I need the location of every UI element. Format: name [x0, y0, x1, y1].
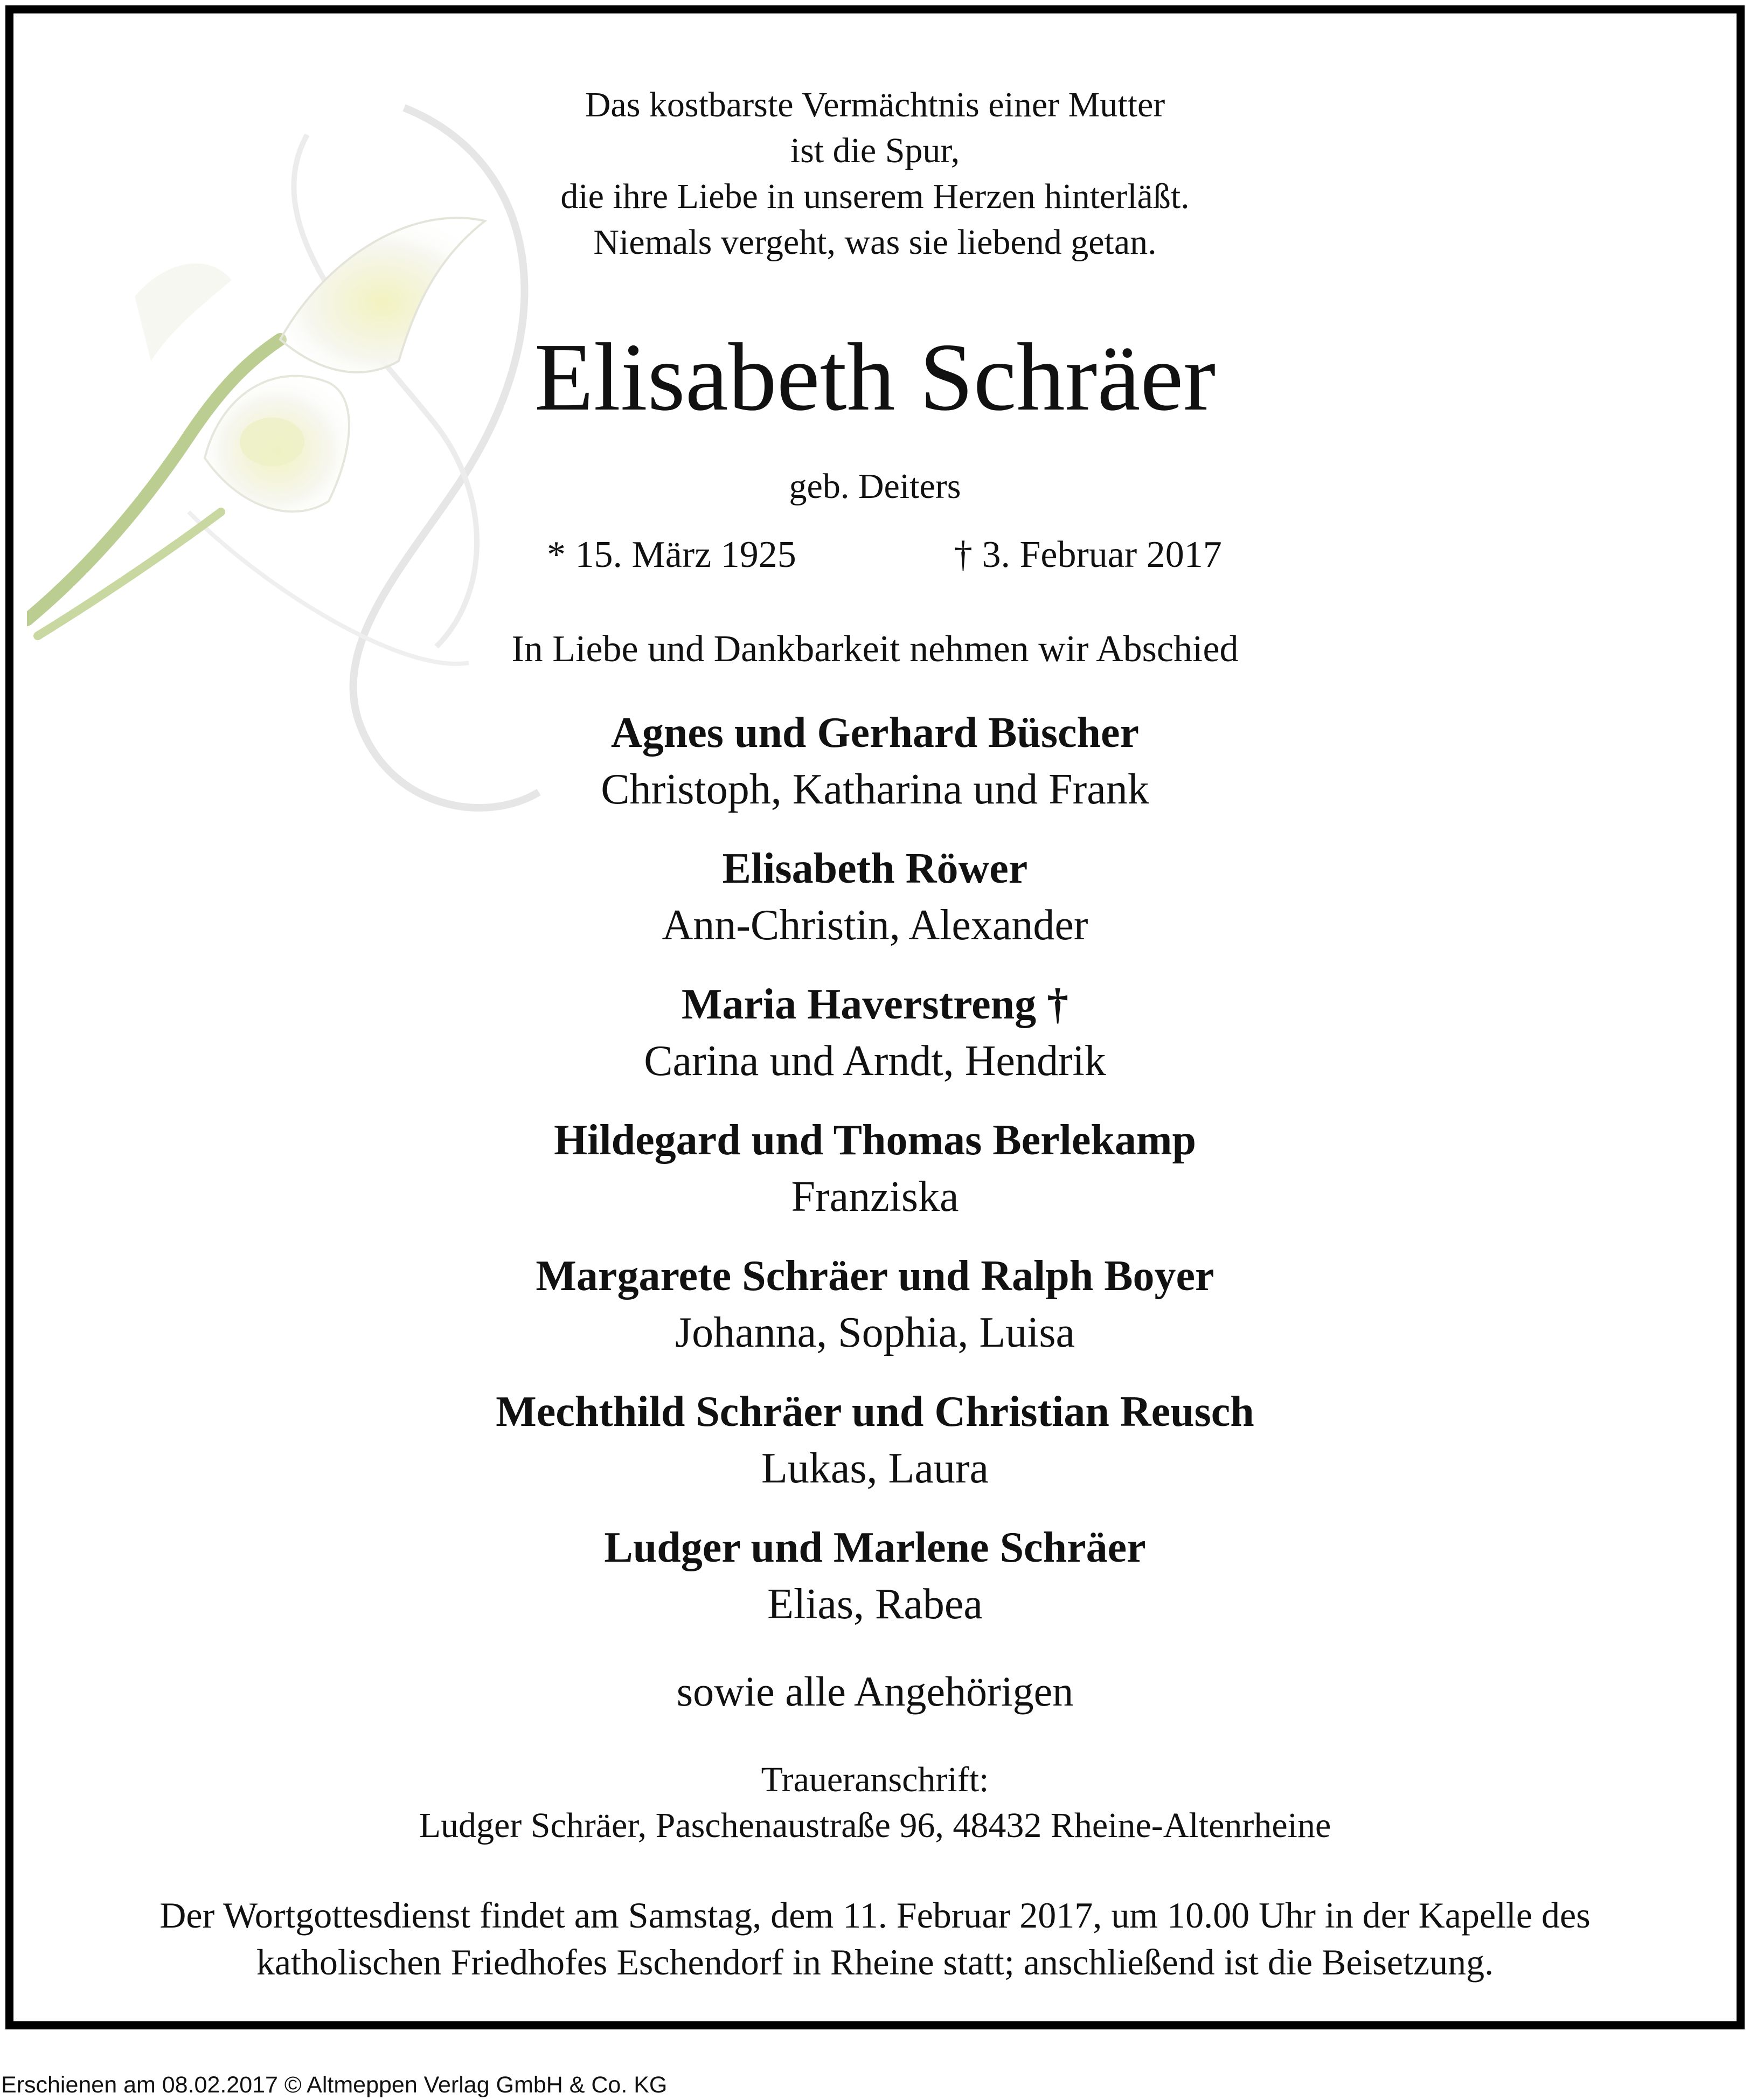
family-children: Elias, Rabea — [767, 1581, 983, 1628]
closing-line: sowie alle Angehörigen — [676, 1668, 1074, 1715]
poem-line: Das kostbarste Vermächtnis einer Mutter — [585, 85, 1165, 124]
poem-line: die ihre Liebe in unserem Herzen hinterläßt. — [560, 177, 1190, 216]
family-children: Christoph, Katharina und Frank — [601, 766, 1149, 813]
family-children: Lukas, Laura — [761, 1445, 989, 1492]
family-name: Hildegard und Thomas Berlekamp — [553, 1117, 1197, 1164]
obituary-frame — [5, 5, 1745, 2029]
family-children: Carina und Arndt, Hendrik — [644, 1037, 1106, 1085]
address-label: Traueranschrift: — [761, 1760, 989, 1799]
family-name: Elisabeth Röwer — [722, 845, 1028, 892]
mourning-address: Ludger Schräer, Paschenaustraße 96, 48432 Rheine-Altenrheine — [419, 1806, 1331, 1845]
service-info: Der Wortgottesdienst findet am Samstag, dem 11. Februar 2017, um 10.00 Uhr in der Kapelle des — [159, 1895, 1591, 1936]
maiden-name: geb. Deiters — [789, 467, 961, 506]
family-children: Franziska — [791, 1173, 959, 1221]
family-name: Agnes und Gerhard Büscher — [610, 709, 1140, 757]
birth-date: * 15. März 1925 — [547, 534, 796, 576]
publication-footer: Erschienen am 08.02.2017 © Altmeppen Verlag GmbH & Co. KG — [1, 2072, 668, 2098]
life-dates — [27, 536, 1723, 579]
family-name: Ludger und Marlene Schräer — [604, 1524, 1146, 1571]
obituary-content — [27, 27, 1723, 2008]
service-info: katholischen Friedhofes Eschendorf in Rheine statt; anschließend ist die Beisetzung. — [256, 1942, 1494, 1983]
deceased-name: Elisabeth Schräer — [534, 323, 1216, 431]
family-children: Johanna, Sophia, Luisa — [675, 1309, 1075, 1356]
poem-line: Niemals vergeht, was sie liebend getan. — [593, 223, 1157, 262]
family-name: Mechthild Schräer und Christian Reusch — [496, 1388, 1254, 1436]
family-name: Margarete Schräer und Ralph Boyer — [536, 1252, 1214, 1300]
family-name: Maria Haverstreng † — [681, 981, 1069, 1028]
farewell-intro: In Liebe und Dankbarkeit nehmen wir Abschied — [511, 628, 1239, 670]
death-date: † 3. Februar 2017 — [954, 534, 1222, 576]
family-children: Ann-Christin, Alexander — [662, 902, 1088, 949]
poem-line: ist die Spur, — [790, 131, 960, 170]
